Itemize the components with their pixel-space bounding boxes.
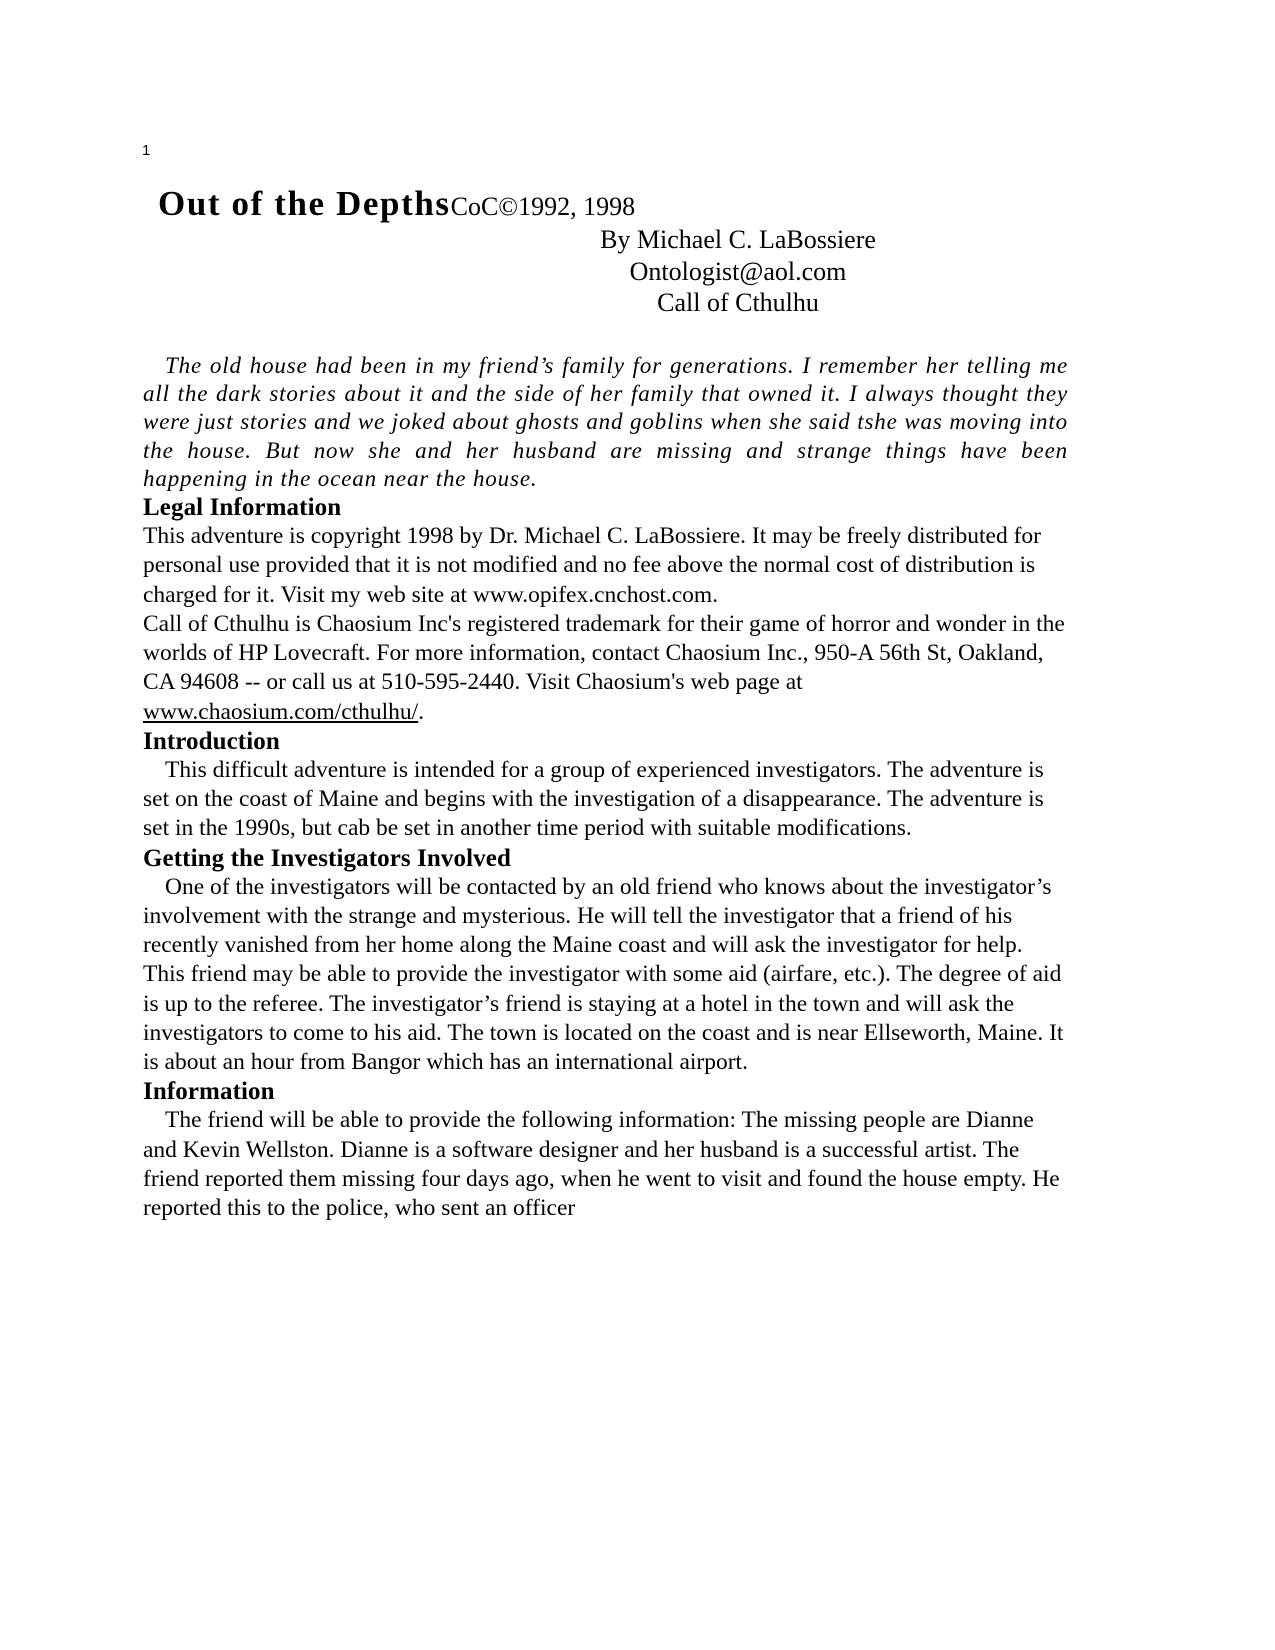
paragraph-legal-chaosium bbox=[143, 610, 1068, 727]
flavour-text: The old house had been in my friend’s family for generations. I remember her telling me all the dark stories about it and the side of her family that owned it. I always thought they were just stories and we joked about ghosts and goblins when she said tshe was moving into the house. But now she and her husband are missing and strange things have been happening in the ocean near the house. bbox=[143, 352, 1068, 491]
page-content bbox=[143, 183, 1068, 1223]
section-heading-getting-the-investigators-involved: Getting the Investigators Involved bbox=[143, 844, 511, 872]
byline-author: By Michael C. LaBossiere bbox=[600, 225, 876, 255]
section-heading-legal-information: Legal Information bbox=[143, 494, 342, 522]
section-heading-introduction: Introduction bbox=[143, 727, 280, 755]
byline-game: Call of Cthulhu bbox=[657, 288, 819, 318]
document-title bbox=[143, 183, 1068, 224]
byline-email: Ontologist@aol.com bbox=[629, 256, 847, 286]
paragraph-legal-chaosium-period: . bbox=[418, 698, 425, 725]
paragraph-legal-copyright: This adventure is copyright 1998 by Dr. Michael C. LaBossiere. It may be freely distributed for personal use provided that it is not modified and no fee above the normal cost of distribution is charged for it. Visit my web site at www.opifex.cnchost.com. bbox=[143, 523, 1042, 608]
paragraph-information: The friend will be able to provide the following information: The missing people are Dianne and Kevin Wellston. Dianne is a software designer and her husband is a successful artist. The friend reported them missing four days ago, when he went to visit and found the house empty. He reported this to the police, who sent an officer bbox=[143, 1107, 1060, 1222]
page-number: 1 bbox=[142, 142, 151, 159]
paragraph-introduction: This difficult adventure is intended for a group of experienced investigators. The adventure is set on the coast of Maine and begins with the investigation of a disappearance. The adventure is set in the 1990s, but cab be set in another time period with suitable modifications. bbox=[143, 756, 1044, 842]
section-heading-information: Information bbox=[143, 1078, 275, 1106]
title-main: Out of the Depths bbox=[158, 184, 451, 223]
chaosium-website-link[interactable]: www.chaosium.com/cthulhu/ bbox=[143, 698, 419, 725]
paragraph-getting-involved: One of the investigators will be contacted by an old friend who knows about the investigator’s involvement with the strange and mysterious. He will tell the investigator that a friend of his recently vanished from her home along the Maine coast and will ask the investigator for help. This friend may be able to provide the investigator with some aid (airfare, etc.). The degree of aid is up to the referee. The investigator’s friend is staying at a hotel in the town and will ask the investigators to come to his aid. The town is located on the coast and is near Ellseworth, Maine. It is about an hour from Bangor which has an international airport. bbox=[143, 873, 1064, 1076]
title-copyright: CoC©1992, 1998 bbox=[450, 192, 636, 221]
paragraph-legal-chaosium-text: Call of Cthulhu is Chaosium Inc's registered trademark for their game of horror and wonder in the worlds of HP Lovecraft. For more information, contact Chaosium Inc., 950-A 56th St, Oakland, CA 94608 -- or call us at 510-595-2440. Visit Chaosium's web page at bbox=[143, 610, 1065, 696]
